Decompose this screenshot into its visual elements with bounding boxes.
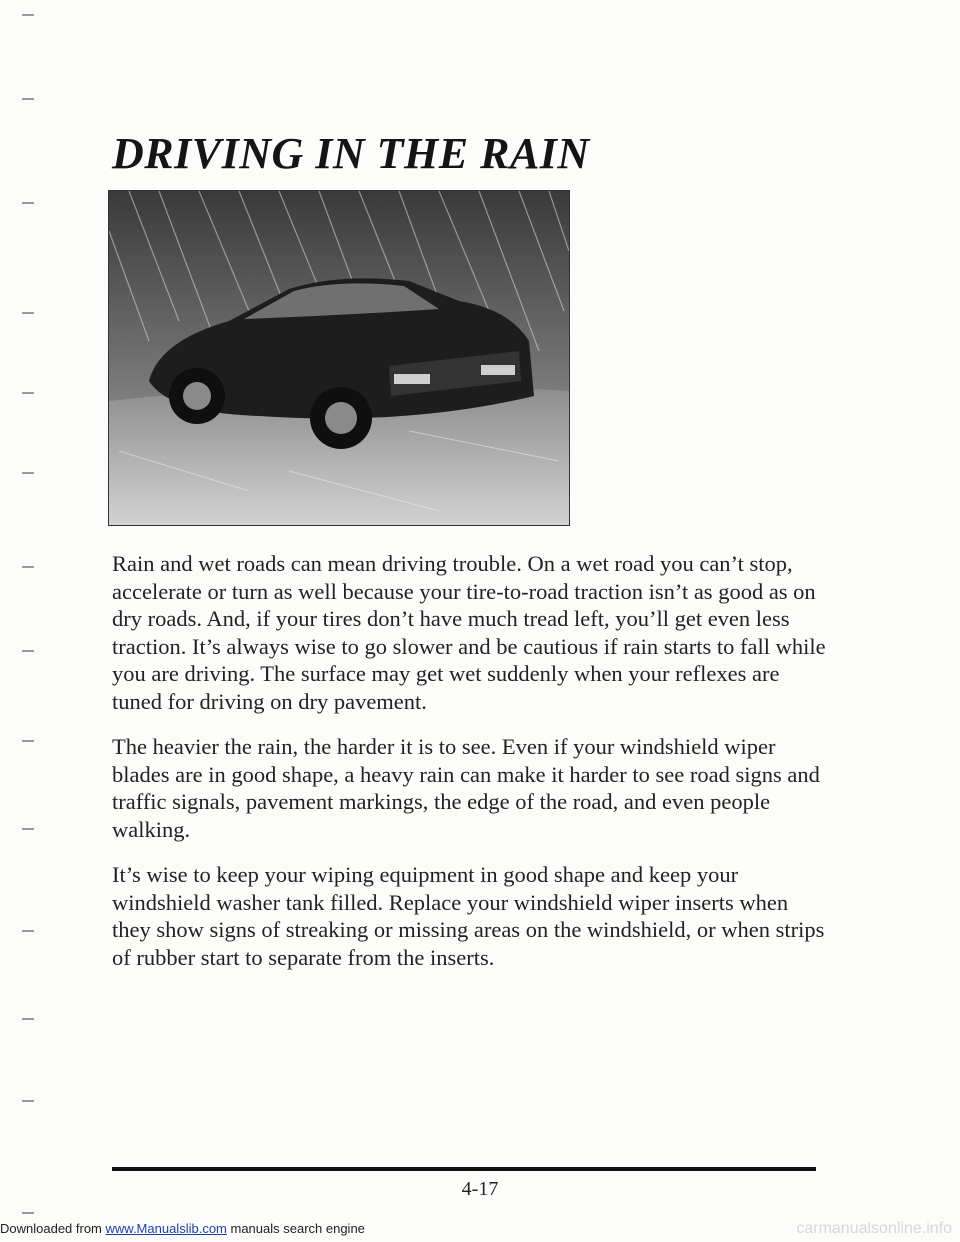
page-number: 4-17 <box>461 1178 499 1200</box>
footer-suffix: manuals search engine <box>226 1221 365 1236</box>
download-footer <box>0 1221 365 1236</box>
watermark: carmanualsonline.info <box>796 1220 952 1237</box>
page-title: DRIVING IN THE RAIN <box>112 129 590 178</box>
paragraph-wiping-equipment: It’s wise to keep your wiping equipment in good shape and keep your windshield washer tank filled. Replace your windshield wiper inserts when they show signs of streaking or missing areas on the windshield, or when strips of rubber start to separate from the inserts. <box>112 862 825 970</box>
body-text <box>112 550 832 989</box>
paragraph-heavier-rain: The heavier the rain, the harder it is to see. Even if your windshield wiper blades are in good shape, a heavy rain can make it harder to see road signs and traffic signals, pavement markings, the edge of the road, and even people walking. <box>112 734 820 842</box>
footer-rule <box>112 1167 816 1171</box>
car-in-rain-image <box>109 191 569 525</box>
paragraph-rain-wet-roads: Rain and wet roads can mean driving trouble. On a wet road you can’t stop, accelerate or turn as well because your tire-to-road traction isn’t as good as on dry roads. And, if your tires don’t have much tread left, you’ll get even less traction. It’s always wise to go slower and be cautious if rain starts to fall while you are driving. The surface may get wet suddenly when your reflexes are tuned for driving on dry pavement. <box>112 551 826 714</box>
footer-prefix: Downloaded from <box>0 1221 106 1236</box>
car-in-rain-illustration <box>108 190 570 526</box>
manualslib-link[interactable]: www.Manualslib.com <box>105 1221 227 1236</box>
